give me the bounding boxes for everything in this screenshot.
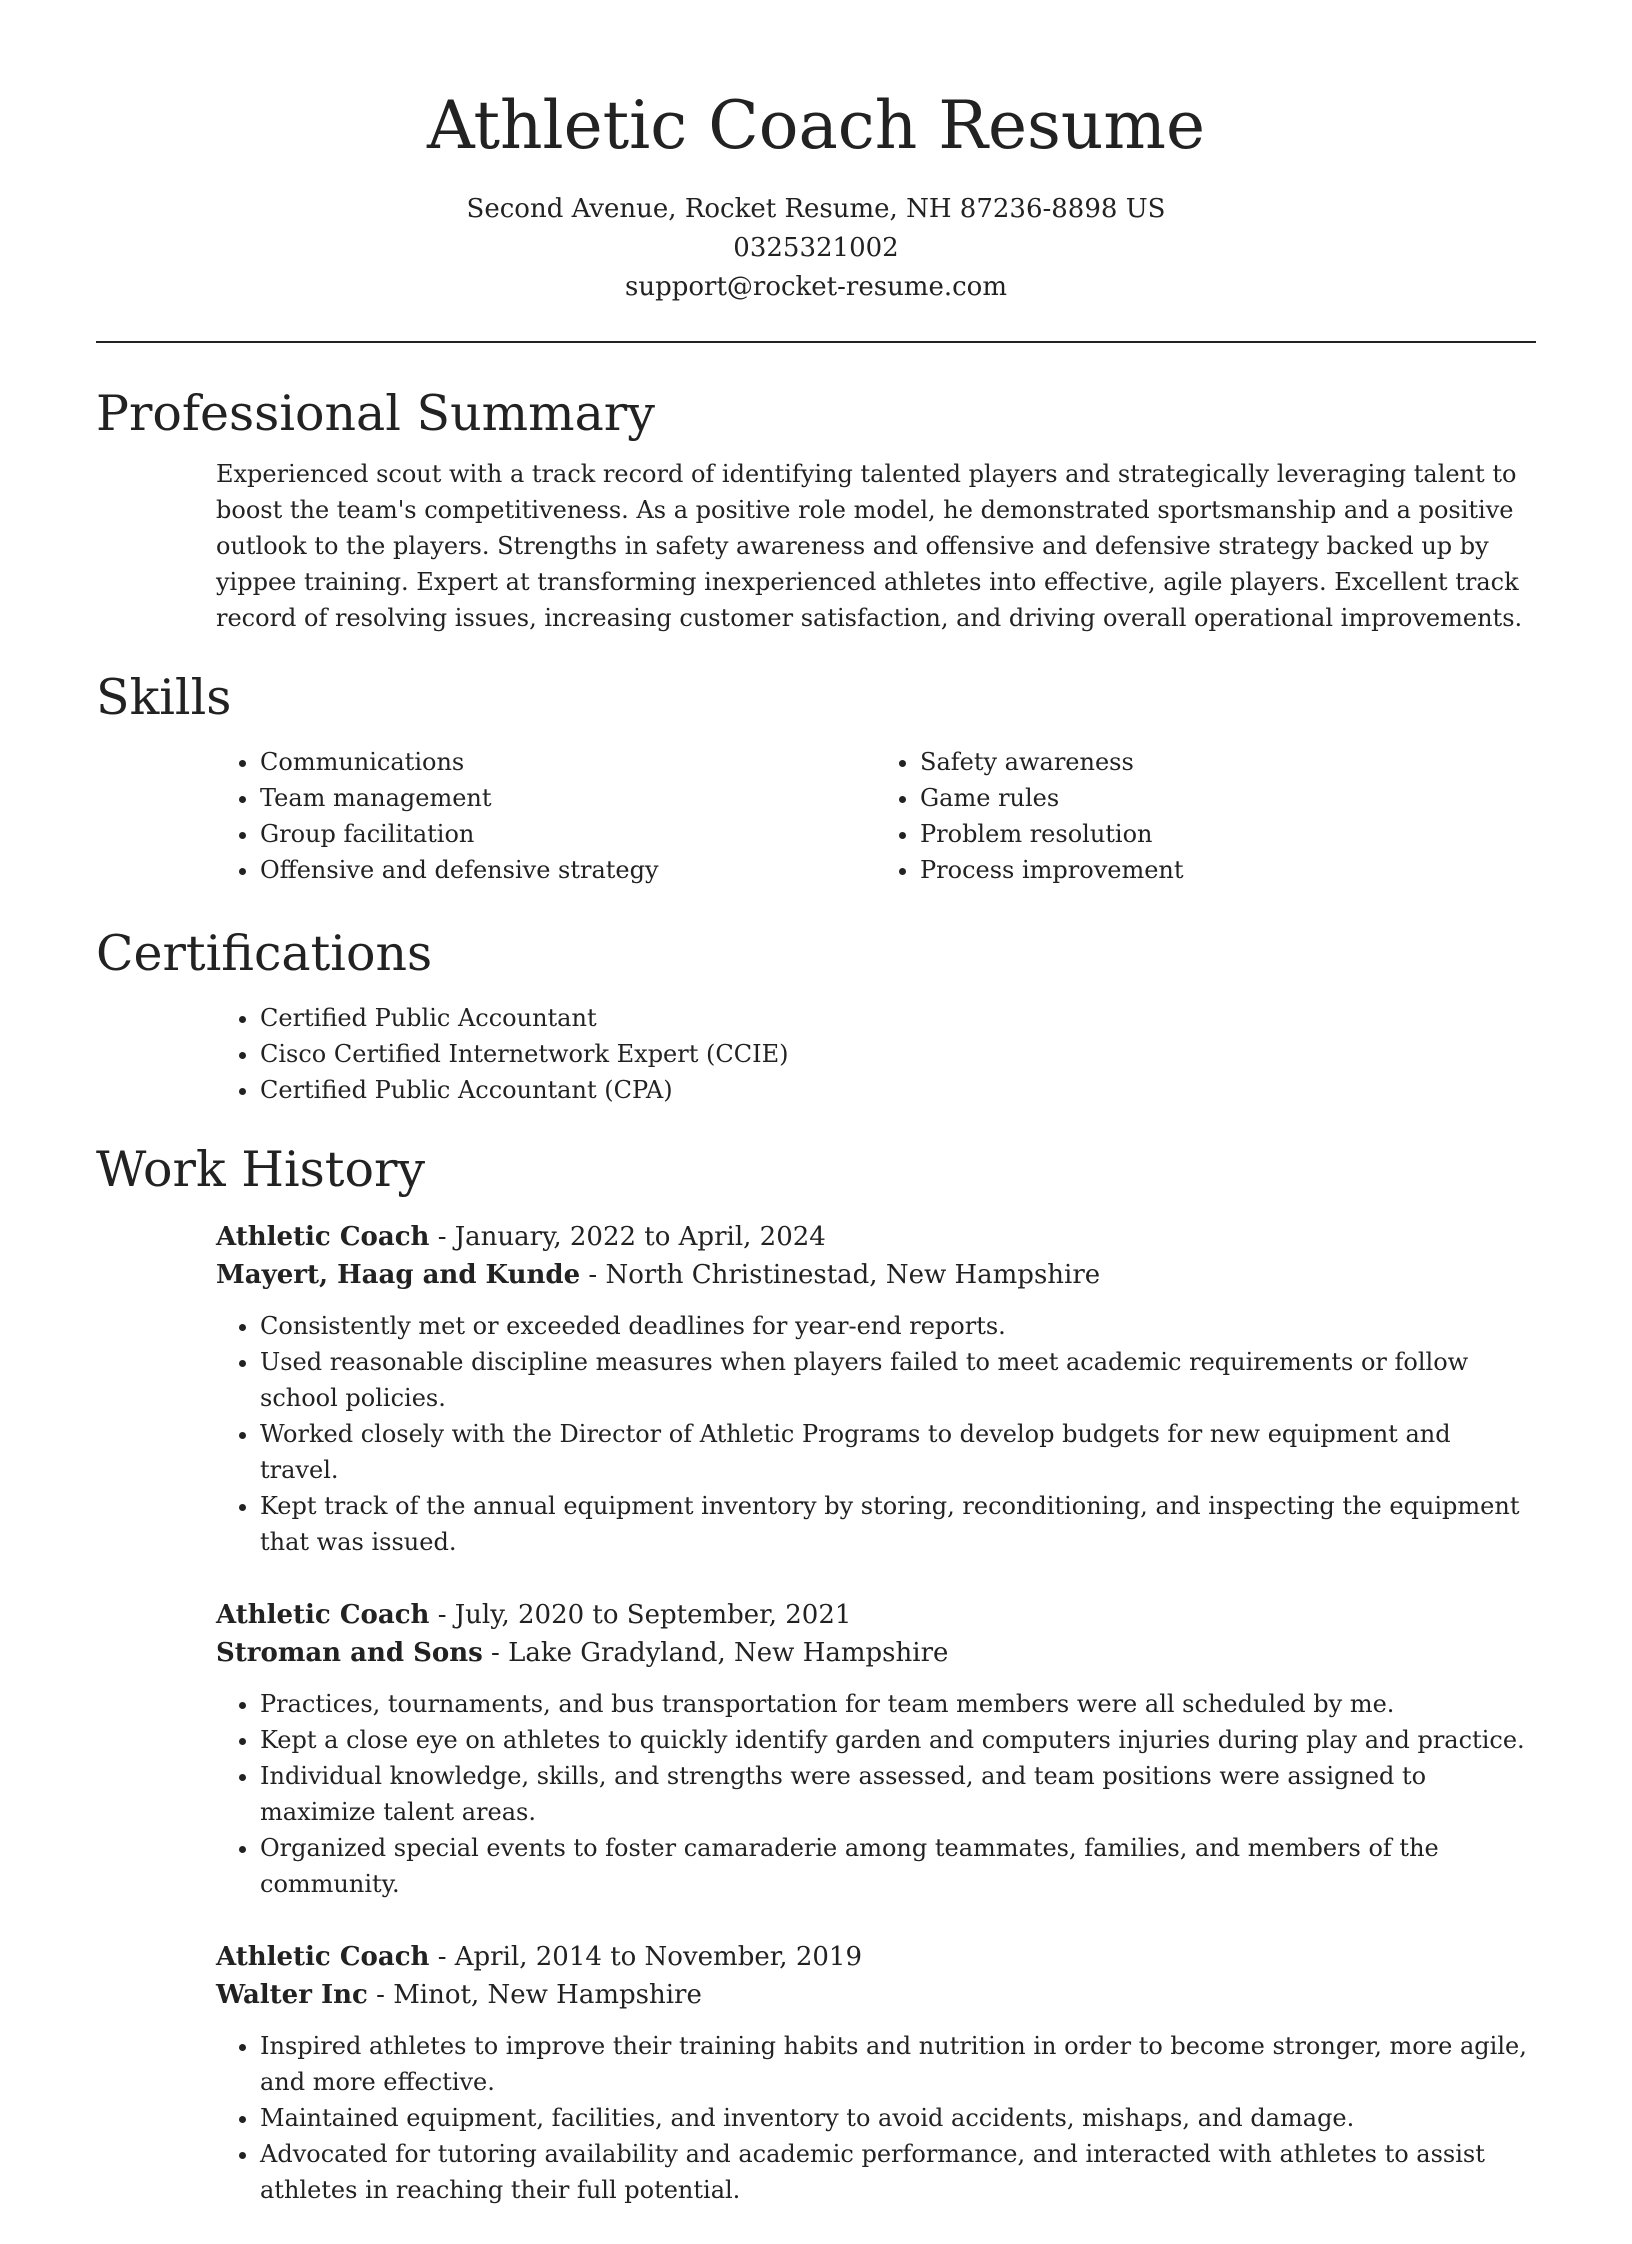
job-bullet: • Kept a close eye on athletes to quickly identify garden and computers injuries during play and practice.	[260, 1722, 1536, 1758]
certifications-heading: Certifications	[96, 925, 433, 982]
job-bullet: • Maintained equipment, facilities, and inventory to avoid accidents, mishaps, and damage.	[260, 2100, 1536, 2136]
skills-columns	[216, 744, 1536, 888]
certifications-block	[216, 1000, 1536, 1108]
job-bullets	[216, 1308, 1536, 1560]
skill-item: • Group facilitation	[260, 816, 876, 852]
contact-address: Second Avenue, Rocket Resume, NH 87236-8898 US	[466, 194, 1166, 224]
certification-item: • Cisco Certified Internetwork Expert (CCIE)	[260, 1036, 1536, 1072]
contact-block	[0, 190, 1632, 307]
skill-item: • Game rules	[920, 780, 1536, 816]
job-location: - Minot, New Hampshire	[367, 1980, 702, 2010]
skill-item: • Problem resolution	[920, 816, 1536, 852]
contact-email: support@rocket-resume.com	[624, 272, 1007, 302]
skill-item: • Communications	[260, 744, 876, 780]
certification-item: • Certified Public Accountant	[260, 1000, 1536, 1036]
job-company-line	[216, 1256, 1536, 1294]
skill-item: • Team management	[260, 780, 876, 816]
certification-item: • Certified Public Accountant (CPA)	[260, 1072, 1536, 1108]
certifications-list	[216, 1000, 1536, 1108]
summary-text: Experienced scout with a track record of identifying talented players and strategically leveraging talent to boost the team's competitiveness. As a positive role model, he demonstrated sportsmanship and a positive outlook to the players. Strengths in safety awareness and offensive and defensive strategy backed up by yippee training. Expert at transforming inexperienced athletes into effective, agile players. Excellent track record of resolving issues, increasing customer satisfaction, and driving overall operational improvements.	[216, 460, 1523, 632]
job-location: - Lake Gradyland, New Hampshire	[482, 1638, 949, 1668]
summary-heading: Professional Summary	[96, 385, 655, 442]
job-dates: - April, 2014 to November, 2019	[429, 1942, 862, 1972]
job-location: - North Christinestad, New Hampshire	[580, 1260, 1101, 1290]
job-bullets	[216, 2028, 1536, 2208]
resume-content	[96, 376, 1536, 2244]
job-bullet: • Advocated for tutoring availability and academic performance, and interacted with athletes to assist athletes in reaching their full potential.	[260, 2136, 1536, 2208]
job-title-line	[216, 1218, 1536, 1256]
job-company: Walter Inc	[216, 1980, 368, 2010]
skill-item: • Safety awareness	[920, 744, 1536, 780]
job-title: Athletic Coach	[216, 1600, 430, 1630]
job-title-line	[216, 1596, 1536, 1634]
job-company: Mayert, Haag and Kunde	[216, 1260, 581, 1290]
skill-item: • Offensive and defensive strategy	[260, 852, 876, 888]
job-dates: - January, 2022 to April, 2024	[429, 1222, 826, 1252]
job-company-line	[216, 1634, 1536, 1672]
job-bullet: • Practices, tournaments, and bus transportation for team members were all scheduled by me.	[260, 1686, 1536, 1722]
job-title: Athletic Coach	[216, 1942, 430, 1972]
job-entry	[216, 1218, 1536, 1560]
job-bullet: • Used reasonable discipline measures when players failed to meet academic requirements or follow school policies.	[260, 1344, 1536, 1416]
header-divider	[96, 341, 1536, 343]
job-title: Athletic Coach	[216, 1222, 430, 1252]
job-title-line	[216, 1938, 1536, 1976]
job-entry	[216, 1938, 1536, 2208]
job-dates: - July, 2020 to September, 2021	[429, 1600, 852, 1630]
job-bullet: • Consistently met or exceeded deadlines for year-end reports.	[260, 1308, 1536, 1344]
skill-item: • Process improvement	[920, 852, 1536, 888]
job-bullet: • Kept track of the annual equipment inventory by storing, reconditioning, and inspecting the equipment that was issued.	[260, 1488, 1536, 1560]
skills-list-left	[216, 744, 876, 888]
contact-phone: 0325321002	[733, 233, 899, 263]
work-history-heading: Work History	[96, 1141, 426, 1198]
job-company-line	[216, 1976, 1536, 2014]
resume-title: Athletic Coach Resume	[426, 87, 1206, 164]
job-bullet: • Worked closely with the Director of Athletic Programs to develop budgets for new equipment and travel.	[260, 1416, 1536, 1488]
resume-header	[0, 0, 1632, 307]
job-entry	[216, 1596, 1536, 1902]
skills-list-right	[876, 744, 1536, 888]
job-bullet: • Organized special events to foster camaraderie among teammates, families, and members of the community.	[260, 1830, 1536, 1902]
skills-heading: Skills	[96, 669, 232, 726]
job-bullets	[216, 1686, 1536, 1902]
job-bullet: • Individual knowledge, skills, and strengths were assessed, and team positions were assigned to maximize talent areas.	[260, 1758, 1536, 1830]
job-company: Stroman and Sons	[216, 1638, 483, 1668]
job-bullet: • Inspired athletes to improve their training habits and nutrition in order to become stronger, more agile, and more effective.	[260, 2028, 1536, 2100]
